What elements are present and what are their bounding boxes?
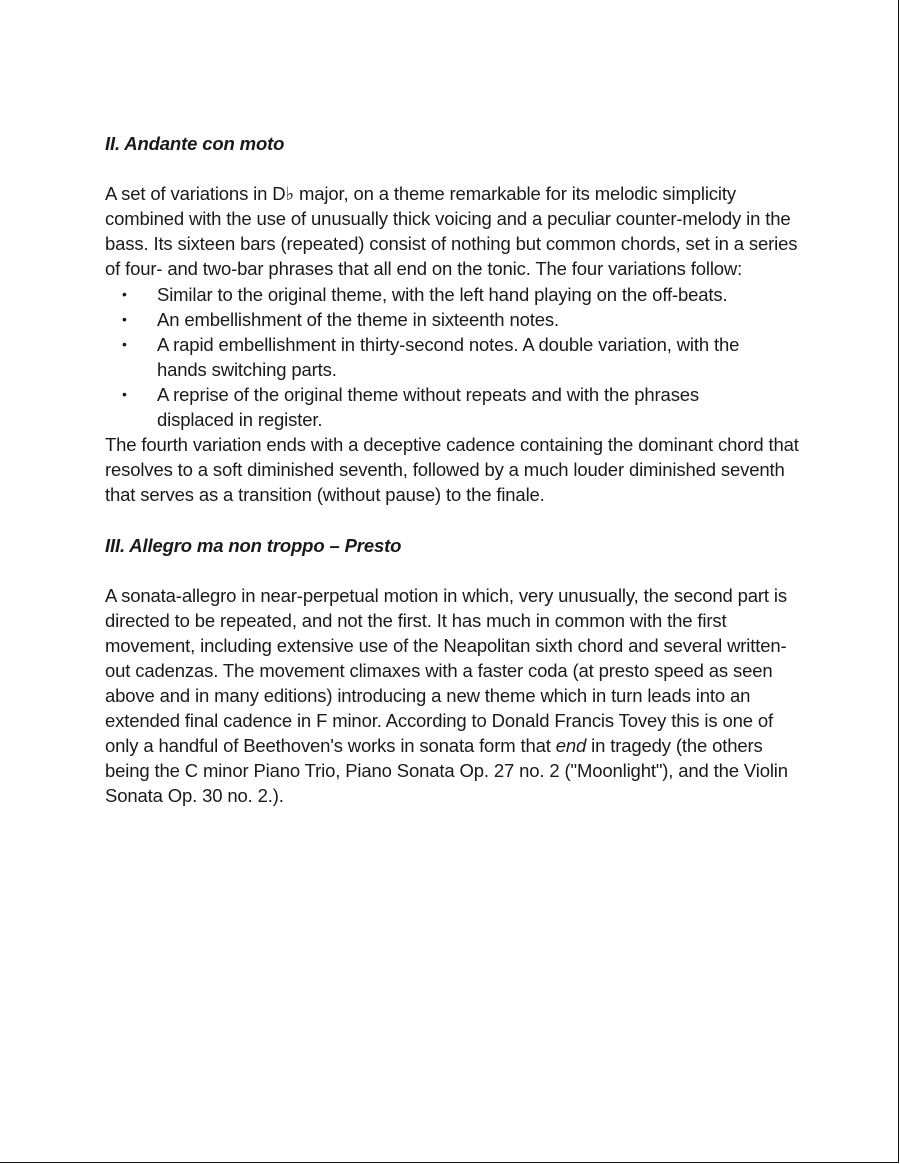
movement-2-closing: The fourth variation ends with a deceptive cadence containing the dominant chord that resolves to a soft diminished seventh, followed by a much louder diminished seventh that serves as a transition (without pause) to the finale.: [105, 434, 799, 506]
list-item: [105, 332, 805, 382]
list-item: [105, 382, 805, 432]
movement-2-heading: II. Andante con moto: [105, 133, 285, 154]
movement-3-body-end: in tragedy (the others being the C minor Piano Trio, Piano Sonata Op. 27 no. 2 ("Moonlight"), and the Violin Sonata Op. 30 no. 2.).: [105, 735, 788, 807]
bullet-icon: •: [122, 285, 127, 302]
movement-3-body: [105, 583, 805, 809]
spacer: [105, 558, 805, 583]
movement-2-intro: A set of variations in D♭ major, on a theme remarkable for its melodic simplicity combined with the use of unusually thick voicing and a peculiar counter-melody in the bass. Its sixteen bars (repeated) consist of nothing but common chords, set in a series of four- and two-bar phrases that all end on the tonic. The four variations follow:: [105, 183, 798, 280]
variation-text: A reprise of the original theme without repeats and with the phrases displaced in register.: [157, 383, 700, 431]
variation-text: A rapid embellishment in thirty-second notes. A double variation, with the hands switching parts.: [157, 333, 740, 380]
movement-3-emphasis: end: [555, 735, 587, 757]
bullet-icon: •: [122, 335, 127, 352]
bullet-icon: •: [122, 310, 127, 327]
variations-list: [105, 282, 805, 433]
document-content: [105, 131, 805, 809]
movement-3-body-start: A sonata-allegro in near-perpetual motion in which, very unusually, the second part is directed to be repeated, and not the first. It has much in common with the first movement, including extensive use of the Neapolitan sixth chord and several written-out cadenzas. The movement climaxes with a faster coda (at presto speed as seen above and in many editions) introducing a new theme which in turn leads into an extended final cadence in F minor. According to Donald Francis Tovey this is one of only a handful of Beethoven's works in sonata form that: [105, 584, 787, 757]
list-item: [105, 282, 805, 307]
movement-3-heading: III. Allegro ma non troppo – Presto: [105, 534, 402, 556]
list-item: [105, 307, 805, 332]
spacer: [105, 507, 805, 532]
bullet-icon: •: [122, 385, 127, 402]
spacer: [105, 156, 805, 181]
variation-text: An embellishment of the theme in sixteenth notes.: [157, 308, 559, 330]
variation-text: Similar to the original theme, with the left hand playing on the off-beats.: [157, 283, 728, 305]
